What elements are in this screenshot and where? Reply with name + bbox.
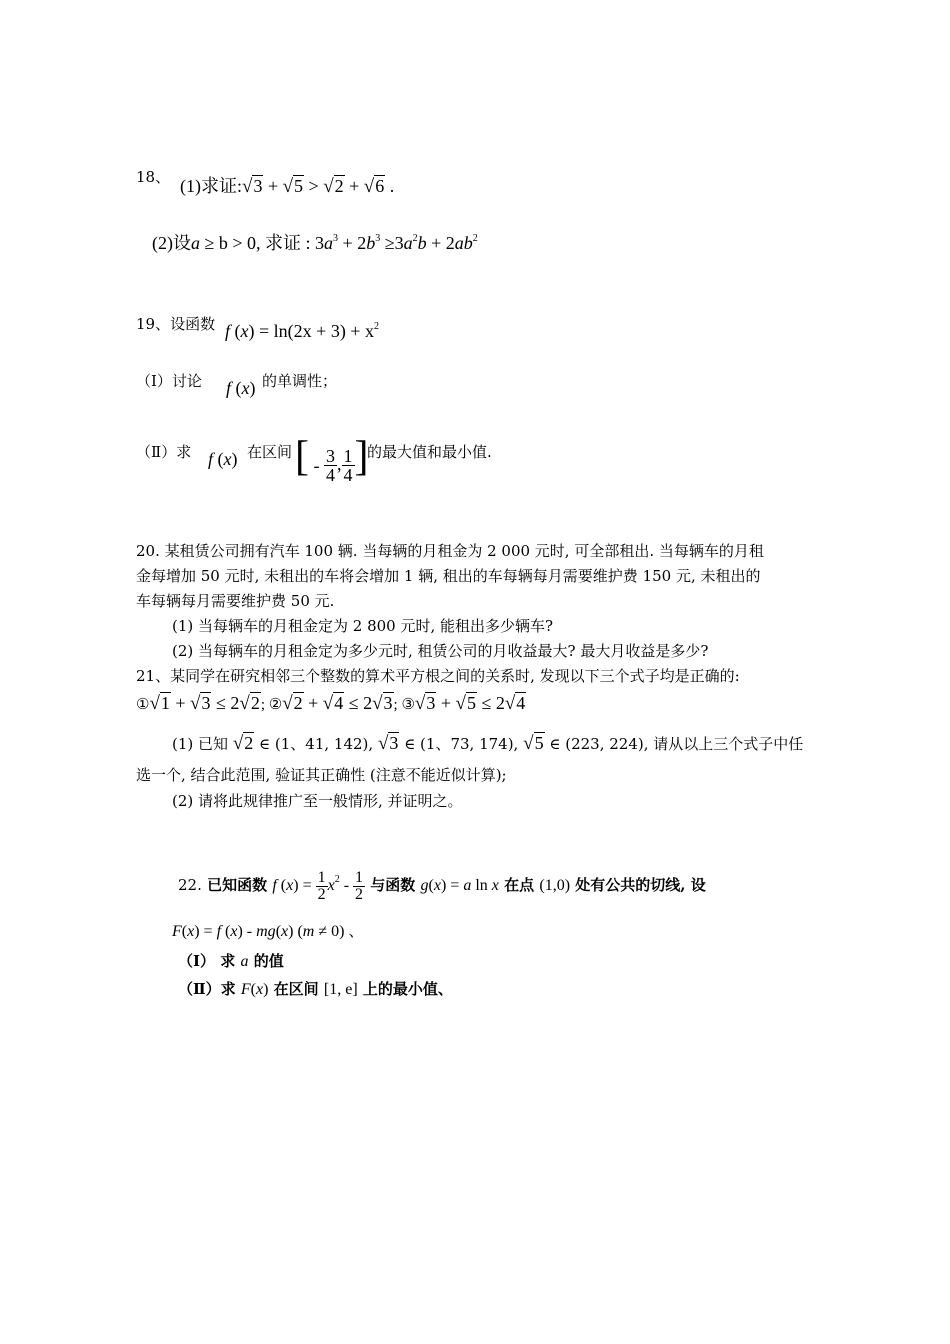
q21-intro: 21、某同学在研究相邻三个整数的算术平方根之间的关系时, 发现以下三个式子均是正确的: <box>136 667 740 685</box>
q19-part2-label: （Ⅱ）求 <box>136 443 192 461</box>
q22-part2-mid: 在区间 <box>273 980 319 998</box>
q22-part2: （Ⅱ）求 F(x) 在区间 [1, e] 上的最小值、 <box>178 980 453 998</box>
q22-line1: 22. 已知函数 f (x) = $\frac{1}{2}$ $x^2$ - $\frac{1}{2}$ 与函数 g(x) = a ln x 在点 (1,0) 处有公共的切线, 设 <box>178 869 706 903</box>
q19-part2-mid: 在区间 <box>247 443 293 461</box>
q22-text-1: 已知函数 <box>207 876 268 895</box>
q21-range-3: ∈ (223, 224), 请从以上三个式子中任 <box>549 735 804 753</box>
q18-part2-label: (2)设 <box>152 233 191 253</box>
q22-part2-label: （Ⅱ）求 <box>178 980 236 998</box>
q21-sub1-label: (1) 已知 <box>172 735 229 753</box>
q22-part1: （Ⅰ） 求 a 的值 <box>178 952 284 970</box>
q19-part1-text: 的单调性； <box>262 372 338 390</box>
q18-number: 18、 <box>136 168 171 186</box>
q20-line2: 金每增加 50 元时, 未租出的车将会增加 1 辆, 租出的车每辆每月需要维护费 150 元, 未租出的 <box>136 567 761 585</box>
q20-sub2: (2) 当每辆车的月租金定为多少元时, 租赁公司的月收益最大? 最大月收益是多少? <box>172 642 709 660</box>
q19-part1-fx: f (x) <box>226 378 256 398</box>
q21-sub1-line1: (1) 已知 √2 ∈ (1、41, 142), √3 ∈ (1、73, 174), √5 ∈ (223, 224), 请从以上三个式子中任 <box>172 733 804 754</box>
q20-line1: 20. 某租赁公司拥有汽车 100 辆. 当每辆的月租金为 2 000 元时, 可全部租出. 当每辆车的月租 <box>136 542 764 560</box>
q19-function-rhs: = ln(2x + 3) + x <box>259 321 374 341</box>
q19-function: f $(x) = \ln(2x + 3) + x^2$ <box>225 321 379 341</box>
q22-point: (1,0) <box>539 877 571 895</box>
q21-sub2: (2) 请将此规律推广至一般情形, 并证明之。 <box>172 792 463 810</box>
q22-part1-label: （Ⅰ） 求 <box>178 952 236 970</box>
q19-interval: [ - $\frac{3}{4}$ , $\frac{1}{4}$ ] <box>295 434 369 486</box>
q21-circle-2: ; ② <box>260 697 283 713</box>
q18-prove-label: 求证 : 3 <box>265 233 325 253</box>
q22-line2-tail: 、 <box>348 924 364 940</box>
q19-part1-label: （Ⅰ）讨论 <box>136 372 202 390</box>
q18-relation: ≥3 <box>384 233 404 253</box>
q22-text-3: 在点 <box>504 876 535 895</box>
q22-line2: F(x) = f (x) - mg(x) (m ≠ 0) 、 <box>172 923 364 940</box>
q21-circle-1: ① <box>136 697 150 713</box>
q18-condition: ≥ b > 0, <box>204 233 261 253</box>
q19-part2-fx: f (x) <box>208 449 238 469</box>
q21-sub1-line2: 选一个, 结合此范围, 验证其正确性 (注意不能近似计算); <box>136 766 507 784</box>
q18-part1: (1)求证:√3 + √5 > √2 + √6 . <box>180 176 395 197</box>
q20-sub1: (1) 当每辆车的月租金定为 2 800 元时, 能租出多少辆车? <box>172 617 554 635</box>
q21-circle-3: ; ③ <box>393 697 415 713</box>
q18-part1-label: (1)求证: <box>180 176 242 196</box>
q19-intro: 19、设函数 <box>136 315 216 333</box>
q19-part2-end: 的最大值和最小值. <box>367 443 492 461</box>
q22-part1-text: 的值 <box>253 952 284 970</box>
q22-text-2: 与函数 <box>370 876 416 895</box>
q21-inequalities: ①√1 + √3 ≤ 2√2; ②√2 + √4 ≤ 2√3; ③√3 + √5 ≤ 2√4 <box>136 693 526 714</box>
q22-text-4: 处有公共的切线, 设 <box>575 876 706 895</box>
q21-range-2: ∈ (1、73, 174), <box>404 735 519 753</box>
q22-interval: [1, e] <box>323 981 358 998</box>
q22-number: 22. <box>178 876 202 895</box>
q21-range-1: ∈ (1、41, 142), <box>259 735 374 753</box>
q18-part2: (2)设a ≥ b > 0, 求证 : $3a^3 + 2b^3 \ge 3a^2b + 2ab^2$ <box>152 233 478 253</box>
q22-part2-end: 上的最小值、 <box>362 980 453 998</box>
q20-line3: 车每辆每月需要维护费 50 元. <box>136 592 335 610</box>
